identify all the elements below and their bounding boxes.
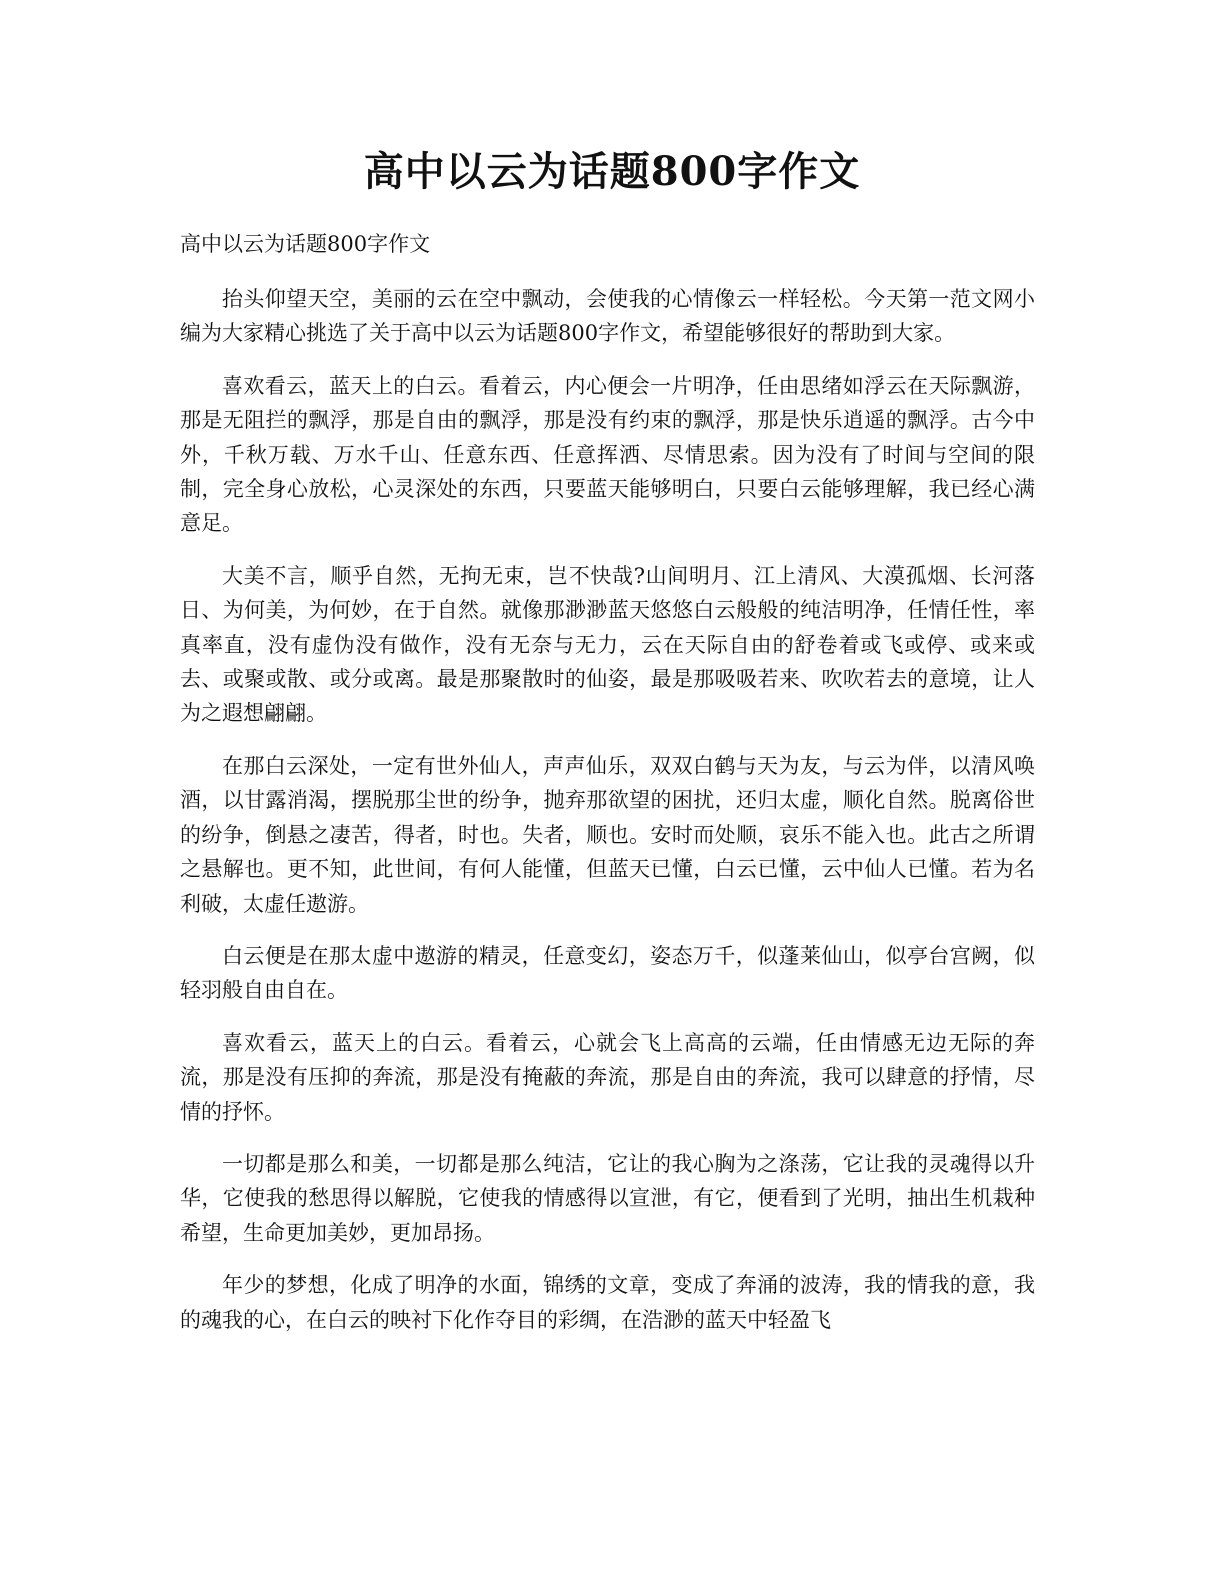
paragraph: 抬头仰望天空，美丽的云在空中飘动，会使我的心情像云一样轻松。今天第一范文网小编为大家精心挑选了关于高中以云为话题800字作文，希望能够很好的帮助到大家。 (180, 287, 1035, 346)
document-title: 高中以云为话题800字作文 (363, 148, 861, 195)
paragraph: 年少的梦想，化成了明净的水面，锦绣的文章，变成了奔涌的波涛，我的情我的意，我的魂我的心，在白云的映衬下化作夺目的彩绸，在浩渺的蓝天中轻盈飞 (180, 1273, 1035, 1332)
document-subtitle: 高中以云为话题800字作文 (180, 232, 431, 256)
paragraph: 喜欢看云，蓝天上的白云。看着云，内心便会一片明净，任由思绪如浮云在天际飘游，那是无阻拦的飘浮，那是自由的飘浮，那是没有约束的飘浮，那是快乐逍遥的飘浮。古今中外，千秋万载、万水千山、任意东西、任意挥洒、尽情思索。因为没有了时间与空间的限制，完全身心放松，心灵深处的东西，只要蓝天能够明白，只要白云能够理解，我已经心满意足。 (180, 373, 1035, 536)
document-body (180, 282, 1035, 1355)
paragraph: 喜欢看云，蓝天上的白云。看着云，心就会飞上高高的云端，任由情感无边无际的奔流，那是没有压抑的奔流，那是没有掩蔽的奔流，那是自由的奔流，我可以肆意的抒情，尽情的抒怀。 (180, 1030, 1035, 1124)
paragraph: 在那白云深处，一定有世外仙人，声声仙乐，双双白鹤与天为友，与云为伴，以清风唤酒，以甘露消渴，摆脱那尘世的纷争，抛弃那欲望的困扰，还归太虚，顺化自然。脱离俗世的纷争，倒悬之凄苦，得者，时也。失者，顺也。安时而处顺，哀乐不能入也。此古之所谓之悬解也。更不知，此世间，有何人能懂，但蓝天已懂，白云已懂，云中仙人已懂。若为名利破，太虚任遨游。 (180, 753, 1035, 916)
paragraph: 大美不言，顺乎自然，无拘无束，岂不快哉?山间明月、江上清风、大漠孤烟、长河落日、为何美，为何妙，在于自然。就像那渺渺蓝天悠悠白云般般的纯洁明净，任情任性，率真率直，没有虚伪没有做作，没有无奈与无力，云在天际自由的舒卷着或飞或停、或来或去、或聚或散、或分或离。最是那聚散时的仙姿，最是那吸吸若来、吹吹若去的意境，让人为之遐想翩翩。 (180, 563, 1035, 726)
paragraph: 白云便是在那太虚中遨游的精灵，任意变幻，姿态万千，似蓬莱仙山，似亭台宫阙，似轻羽般自由自在。 (180, 943, 1035, 1003)
paragraph: 一切都是那么和美，一切都是那么纯洁，它让的我心胸为之涤荡，它让我的灵魂得以升华，它使我的愁思得以解脱，它使我的情感得以宣泄，有它，便看到了光明，抽出生机栽种希望，生命更加美妙，更加昂扬。 (180, 1151, 1035, 1245)
